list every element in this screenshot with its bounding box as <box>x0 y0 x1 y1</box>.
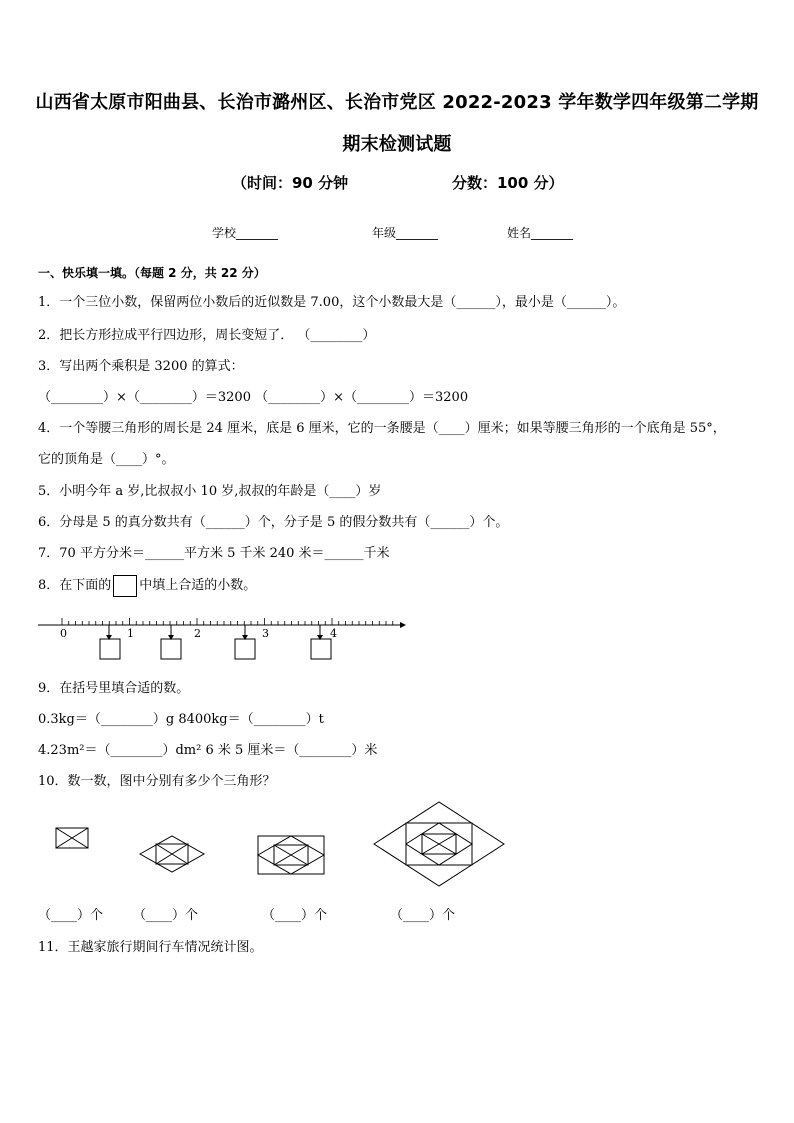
q10-answer-4: （____）个 <box>390 908 456 923</box>
nl-label-3: 3 <box>262 627 269 640</box>
grade-field: 年级_______ <box>372 226 439 240</box>
answer-box-3[interactable] <box>235 639 255 659</box>
school-field: 学校_______ <box>212 226 279 240</box>
answer-box-2[interactable] <box>161 639 181 659</box>
answer-pointer-1 <box>100 625 120 659</box>
nl-label-1: 1 <box>127 627 134 640</box>
figure-4 <box>372 800 506 890</box>
question-1: 1．一个三位小数，保留两位小数后的近似数是 7.00，这个小数最大是（______），最小是（______）。 <box>38 295 626 310</box>
answer-pointer-4 <box>311 625 331 659</box>
figure-1 <box>50 820 90 852</box>
answer-pointer-3 <box>235 625 255 659</box>
question-9-row2: 4.23m²＝（________）dm² 6 米 5 厘米＝（________）米 <box>38 743 378 758</box>
question-3-blanks: （________）×（________）＝3200 （________）×（________）＝3200 <box>38 390 469 405</box>
answer-box-4[interactable] <box>311 639 331 659</box>
question-5: 5．小明今年 a 岁,比叔叔小 10 岁,叔叔的年龄是（____）岁 <box>38 484 382 499</box>
number-line-arrow <box>400 622 406 628</box>
figure-2 <box>138 834 206 874</box>
question-4-line2: 它的顶角是（____）°。 <box>38 452 175 467</box>
number-line-ticks <box>62 618 393 625</box>
question-2: 2．把长方形拉成平行四边形，周长变短了． （________） <box>38 328 376 343</box>
q10-answer-1: （____）个 <box>38 908 104 923</box>
nl-label-2: 2 <box>194 627 201 640</box>
answer-box-1[interactable] <box>100 639 120 659</box>
q10-answer-2: （____）个 <box>133 908 199 923</box>
question-6: 6．分母是 5 的真分数共有（______）个，分子是 5 的假分数共有（______）个。 <box>38 515 509 530</box>
q10-answer-3: （____）个 <box>262 908 328 923</box>
question-8 <box>38 574 256 597</box>
name-field: 姓名_______ <box>507 226 574 240</box>
exam-title-line2: 期末检测试题 <box>342 134 452 155</box>
question-8-post: 中填上合适的小数。 <box>139 578 257 593</box>
question-3: 3．写出两个乘积是 3200 的算式： <box>38 359 244 374</box>
section-heading: 一、快乐填一填。（每题 2 分，共 22 分） <box>38 266 266 280</box>
question-7: 7．70 平方分米＝______平方米 5 千米 240 米＝______千米 <box>38 546 390 561</box>
nl-label-0: 0 <box>60 627 67 640</box>
question-4-line1: 4．一个等腰三角形的周长是 24 厘米，底是 6 厘米，它的一条腰是（____）厘米；如果等腰三角形的一个底角是 55°， <box>38 421 726 436</box>
question-10: 10．数一数，图中分别有多少个三角形？ <box>38 774 276 789</box>
number-line <box>30 608 410 664</box>
exam-time: （时间：90 分钟 <box>232 174 349 192</box>
nl-label-4: 4 <box>330 627 337 640</box>
exam-score: 分数：100 分） <box>452 174 564 192</box>
figure-3 <box>256 834 326 878</box>
question-8-pre: 8．在下面的 <box>38 578 112 593</box>
answer-pointer-2 <box>161 625 181 659</box>
inline-answer-box <box>113 575 137 597</box>
exam-title-line1: 山西省太原市阳曲县、长治市潞州区、长治市党区 2022-2023 学年数学四年级第二学期 <box>35 92 759 113</box>
question-11: 11．王越家旅行期间行车情况统计图。 <box>38 940 263 955</box>
question-9-row1: 0.3kg＝（________）g 8400kg＝（________）t <box>38 712 324 727</box>
question-9: 9．在括号里填合适的数。 <box>38 681 190 696</box>
